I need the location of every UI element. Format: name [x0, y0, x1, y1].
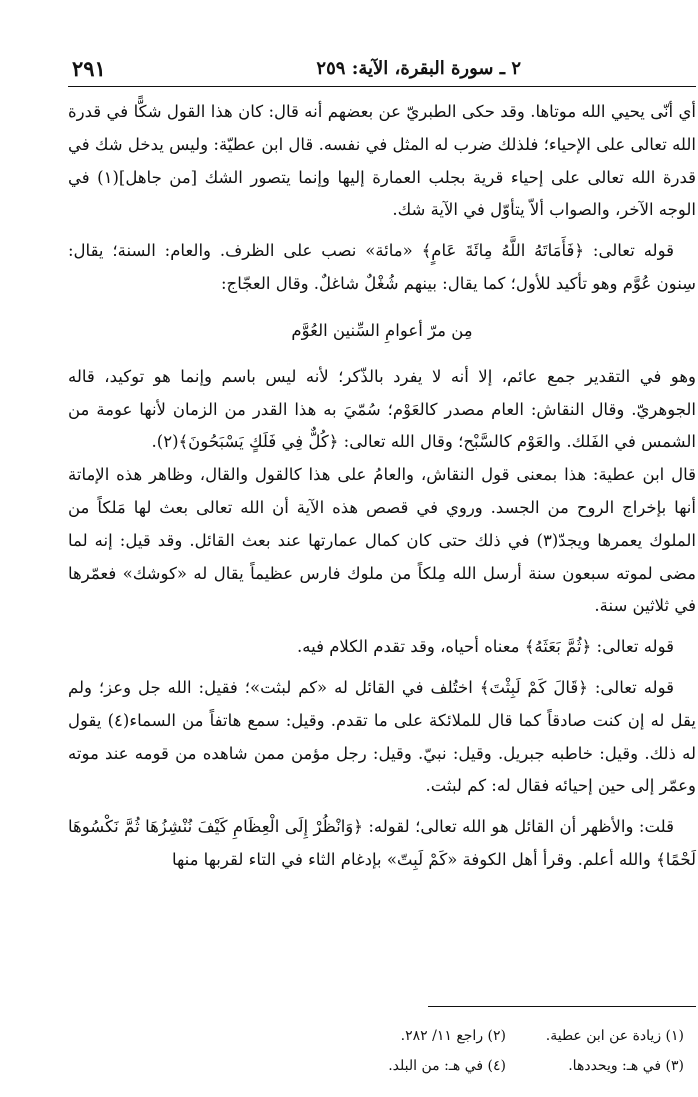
book-page: [68, 56, 696, 1086]
footnote-4: (٤) في هـ: من البلد.: [388, 1058, 506, 1074]
main-text: [68, 96, 696, 877]
paragraph-6: قوله تعالى: ﴿قَالَ كَمْ لَبِثْتَ﴾ اختُلف في القائل له «كم لبثت»؛ فقيل: الله جل وعز؛ ولم يقل له إن كنت صادقاً كما قال للملائكة على ما تقدم. وقيل: سمع هاتفاً من السماء(٤) يقول له ذلك. وقيل: خاطبه جبريل. وقيل: نبيّ. وقيل: رجل مؤمن ممن شاهده من قومه عند موته وعمّر إلى حين إحيائه فقال له: كم لبثت.: [68, 677, 696, 796]
footnote-row: [184, 1051, 684, 1081]
paragraph-4: قال ابن عطية: هذا بمعنى قول النقاش، والعامُ على هذا كالقول والقال، وظاهر هذه الإماتة أنها بإخراج الروح من الجسد. وروي في قصص هذه الآية أن الله تعالى بعث لها مَلكاً من الملوك يعمرها ويجدّ(٣) في ذلك حتى كان كمال عمارتها عند بعث القائل. وقد قيل: إنه لما مضى لموته سبعون سنة أرسل الله مِلكاً من ملوك فارس عظيماً يقال له «كوشك» فعمّرها في ثلاثين سنة.: [68, 465, 696, 616]
footnote-1: (١) زيادة عن ابن عطية.: [545, 1028, 684, 1044]
paragraph-5: قوله تعالى: ﴿ثُمَّ بَعَثَهُ﴾ معناه أحياه، وقد تقدم الكلام فيه.: [297, 637, 674, 657]
footnote-2: (٢) راجع ١١/ ٢٨٢.: [400, 1028, 506, 1044]
header-divider: [68, 86, 696, 87]
footnote-row: [184, 1021, 684, 1051]
running-title: ٢ ـ سورة البقرة، الآية: ٢٥٩: [316, 58, 521, 79]
paragraph-7: قلت: والأظهر أن القائل هو الله تعالى؛ لقوله: ﴿وَانْظُرْ إِلَى الْعِظَامِ كَيْفَ نُنْشِزُهَا ثُمَّ نَكْسُوهَا لَحْمًا﴾ والله أعلم. وقرأ أهل الكوفة «كَمْ لَبِتّ» بإدغام الثاء في التاء لقربها منها: [68, 817, 696, 869]
footnote-divider: [428, 1006, 696, 1007]
paragraph-2: قوله تعالى: ﴿فَأَمَاتَهُ اللَّهُ مِائَةَ عَامٍ﴾ «مائة» نصب على الظرف. والعام: السنة؛ يقال: سِنون عُوَّم وهو تأكيد للأول؛ كما يقال: بينهم شُغْلٌ شاغلٌ. وقال العجّاج:: [68, 241, 696, 293]
paragraph-3: وهو في التقدير جمع عائم، إلا أنه لا يفرد بالذّكر؛ لأنه ليس باسم وإنما هو توكيد، قاله الجوهريّ. وقال النقاش: العام مصدر كالعَوْم؛ سُمّيَ به هذا القدر من الزمان لأنها عومة من الشمس في الفَلك. والعَوْم كالسَّبْح؛ وقال الله تعالى: ﴿كُلٌّ فِي فَلَكٍ يَسْبَحُونَ﴾(٢).: [68, 366, 696, 452]
footnote-3: (٣) في هـ: ويحددها.: [568, 1058, 684, 1074]
page-header: [68, 56, 696, 84]
footnotes: [184, 1021, 684, 1081]
page-number: ٢٩١: [72, 56, 106, 81]
paragraph-1: أي أنّى يحيي الله موتاها. وقد حكى الطبريّ عن بعضهم أنه قال: كان هذا القول شكًّا في قدرة الله تعالى على الإحياء؛ فلذلك ضرب له المثل في نفسه. قال ابن عطيّة: وليس يدخل شك في قدرة الله تعالى على إحياء قرية بجلب العمارة إليها وإنما يتصور الشك [من جاهل](١) في الوجه الآخر، والصواب ألاّ يتأوّل في الآية شك.: [68, 102, 696, 220]
poetry-verse: مِن مرّ أعوامِ السِّنين العُوَّم: [291, 320, 473, 340]
